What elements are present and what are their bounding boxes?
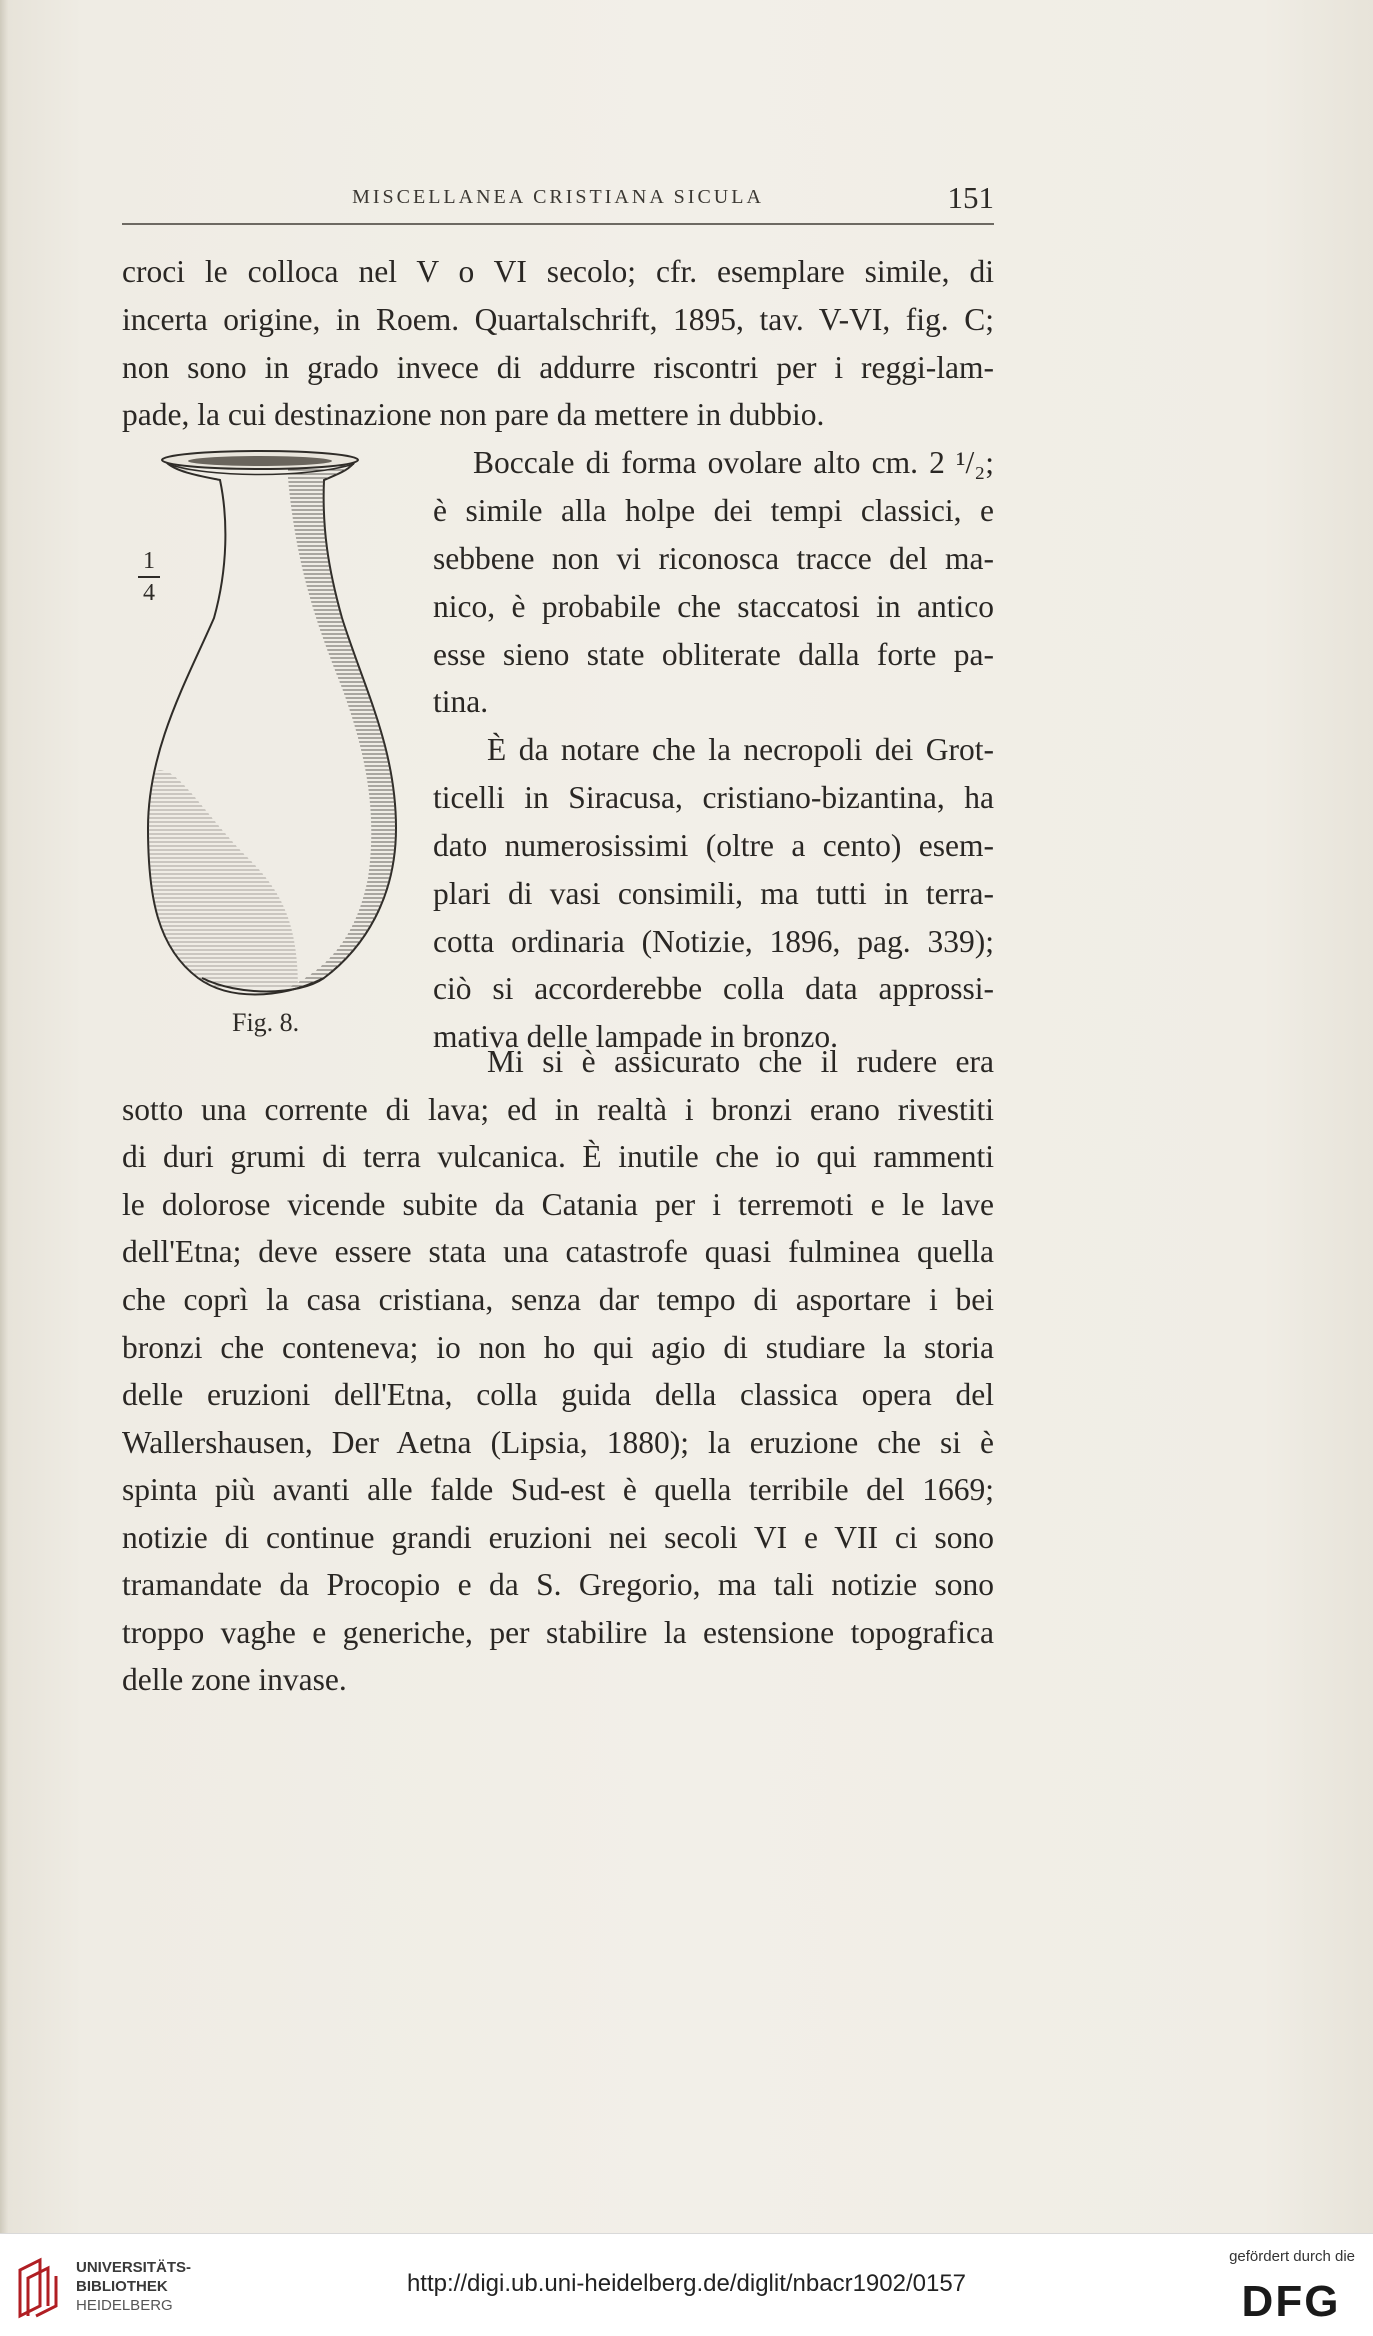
scale-numerator: 1 <box>143 548 155 574</box>
text-line: tina. <box>433 684 489 719</box>
fraction-bar <box>138 576 160 578</box>
text-line: Boccale di forma ovolare alto cm. 2 ¹/₂; <box>473 445 994 480</box>
text-line: nico, è probabile che staccatosi in antico <box>433 589 994 624</box>
text-line: dato numerosissimi (oltre a cento) esem- <box>433 828 994 863</box>
header-rule <box>122 223 994 225</box>
text-line: Mi si è assicurato che il rudere era <box>487 1044 994 1079</box>
text-line: spinta più avanti alle falde Sud-est è quella terribile del 1669; <box>122 1472 994 1507</box>
permalink-url[interactable]: http://digi.ub.uni-heidelberg.de/diglit/nbacr1902/0157 <box>406 2270 967 2297</box>
text-line: ciò si accorderebbe colla data approssi- <box>433 971 994 1006</box>
figure-caption: Fig. 8. <box>232 1008 300 1037</box>
text-line: non sono in grado invece di addurre riscontri per i reggi-lam- <box>122 350 994 385</box>
text-line: ticelli in Siracusa, cristiano-bizantina, ha <box>433 780 994 815</box>
library-line: BIBLIOTHEK <box>76 2278 168 2295</box>
text-line: croci le colloca nel V o VI secolo; cfr. esemplare simile, di <box>122 254 994 289</box>
page-edge-shadow <box>0 0 8 2233</box>
library-line: UNIVERSITÄTS- <box>76 2259 192 2276</box>
digitization-footer <box>0 2233 1373 2336</box>
running-title: MISCELLANEA CRISTIANA SICULA <box>352 186 764 208</box>
text-line: è simile alla holpe dei tempi classici, e <box>433 493 994 528</box>
svg-text:DFG: DFG <box>1241 2277 1341 2322</box>
text-line: bronzi che conteneva; io non ho qui agio di studiare la storia <box>122 1330 994 1365</box>
library-line: HEIDELBERG <box>76 2297 173 2314</box>
text-line: le dolorose vicende subite da Catania per i terremoti e le lave <box>122 1187 994 1222</box>
text-line: Wallershausen, Der Aetna (Lipsia, 1880); la eruzione che si è <box>122 1425 994 1460</box>
text-line: notizie di continue grandi eruzioni nei secoli VI e VII ci sono <box>122 1520 994 1555</box>
text-line: pade, la cui destinazione non pare da mettere in dubbio. <box>122 397 825 432</box>
scale-fraction <box>134 548 164 608</box>
funding-caption: gefördert durch die <box>1229 2248 1355 2265</box>
text-line: sebbene non vi riconosca tracce del ma- <box>433 541 994 576</box>
scale-denominator: 4 <box>143 579 155 606</box>
text-line: delle eruzioni dell'Etna, colla guida della classica opera del <box>122 1377 994 1412</box>
text-line: È da notare che la necropoli dei Grot- <box>487 732 994 767</box>
page-number: 151 <box>947 180 994 215</box>
text-line: dell'Etna; deve essere stata una catastrofe quasi fulminea quella <box>122 1234 994 1269</box>
text-line: tramandate da Procopio e da S. Gregorio, ma tali notizie sono <box>122 1567 994 1602</box>
text-line: troppo vaghe e generiche, per stabilire la estensione topografica <box>122 1615 994 1650</box>
text-line: incerta origine, in Roem. Quartalschrift, 1895, tav. V-VI, fig. C; <box>122 302 994 337</box>
dfg-logo-icon <box>1227 2276 1355 2322</box>
text-line: esse sieno state obliterate dalla forte pa- <box>433 637 994 672</box>
running-head <box>122 178 994 218</box>
text-line: che coprì la casa cristiana, senza dar tempo di asportare i bei <box>122 1282 994 1317</box>
text-line: mativa delle lampade in bronzo. <box>433 1019 838 1054</box>
text-line: delle zone invase. <box>122 1662 347 1697</box>
text-line: sotto una corrente di lava; ed in realtà i bronzi erano rivestiti <box>122 1092 994 1127</box>
text-line: plari di vasi consimili, ma tutti in terra- <box>433 876 994 911</box>
vase-illustration <box>128 448 418 1008</box>
text-line: di duri grumi di terra vulcanica. È inutile che io qui rammenti <box>122 1139 994 1174</box>
text-line: cotta ordinaria (Notizie, 1896, pag. 339); <box>433 924 994 959</box>
